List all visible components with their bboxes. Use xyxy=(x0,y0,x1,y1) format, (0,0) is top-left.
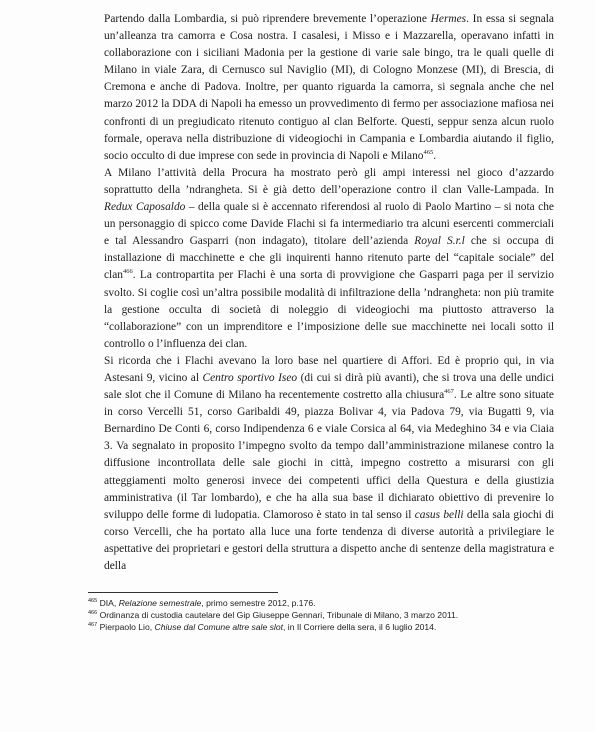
footnote-text: , in Il Corriere della sera, il 6 luglio 2014. xyxy=(283,622,437,633)
footnote-text: Pierpaolo Lio, xyxy=(97,622,155,633)
footnote-text: DIA, xyxy=(97,598,119,608)
paragraph-italic-text: Centro sportivo Iseo xyxy=(202,371,298,384)
footnote-reference: 467 xyxy=(88,622,98,629)
footnotes xyxy=(88,597,558,634)
paragraph-text: Partendo dalla Lombardia, si può riprendere brevemente l’operazione xyxy=(104,13,431,25)
paragraph xyxy=(104,165,554,353)
paragraph-text: Si ricorda che i Flachi avevano la loro base nel quartiere di Affori. Ed è proprio qui, in via Astesani 9, vicino al xyxy=(104,354,554,384)
paragraph-text: . In essa si segnala un’alleanza tra camorra e Cosa nostra. I casalesi, i Misso e i Mazzarella, operavano infatti in collaborazione con i siciliani Madonia per la gestione di varie sale bingo, tra le quali quelle di Milano in viale Zara, di Cernusco sul Naviglio (MI), di Cologno Monzese (MI), di Brescia, di Cremona e anche di Padova. Inoltre, per quanto riguarda la camorra, si segnala anche che nel marzo 2012 la DDA di Napoli ha emesso un provvedimento di fermo per associazione mafiosa nei confronti di un pregiudicato ritenuto contiguo al clan Belforte. Questi, seppur senza alcun ruolo formale, operava nella distribuzione di videogiochi in Campania e Lombardia aiutando il figlio, socio occulto di due imprese con sede in provincia di Napoli e Milano xyxy=(104,13,554,162)
footnote-reference: 465 xyxy=(88,598,98,605)
paragraph-text: . Le altre sono situate in corso Vercelli 51, corso Garibaldi 49, piazza Bolivar 4, via Padova 79, via Bugatti 9, via Bernardino De Conti 6, corso Indipendenza 6 e viale Corsica al 64, via Medeghino 34 e via Ciaia 3. Va segnalato in proposito l’impegno svolto da tempo dall’amministrazione milanese contro la diffusione incontrollata delle sale giochi in città, impegno costretto a misurarsi con gli atteggiamenti molto generosi invece dei competenti uffici della Questura e della giustizia amministrativa (il Tar lombardo), e che ha alla sua base il dichiarato obiettivo di prevenire lo sviluppo delle forme di ludopatia. Clamoroso è stato in tal senso il xyxy=(104,389,554,521)
paragraph-text: A Milano l’attività della Procura ha mostrato però gli ampi interessi nel gioco d’azzardo soprattutto della ’ndrangheta. Si è già detto dell’operazione contro il clan Valle-Lampada. In xyxy=(104,166,554,196)
footnote-reference: 466 xyxy=(122,268,133,276)
footnote xyxy=(88,609,558,621)
paragraph-text: – della quale si è accennato riferendosi al ruolo di Paolo Martino – si nota che un personaggio di spicco come Davide Flachi si fa intermediario tra alcuni esercenti commerciali e tal Alessandro Gasparri (non indagato), titolare dell’azienda xyxy=(104,201,554,248)
paragraph xyxy=(104,353,554,575)
footnote-italic-text: Relazione semestrale xyxy=(118,598,202,608)
body-text xyxy=(104,11,554,575)
footnote-italic-text: Chiuse dal Comune altre sale slot xyxy=(154,622,284,633)
paragraph-text: che si occupa di installazione di macchinette e che gli inquirenti hanno ritenuto parte del “capitale sociale” del clan xyxy=(104,235,554,282)
footnote-reference: 466 xyxy=(88,610,98,617)
paragraph-italic-text: casus belli xyxy=(414,508,464,521)
footnote xyxy=(88,621,558,633)
paragraph-italic-text: Redux Caposaldo xyxy=(104,201,186,214)
footnote-separator xyxy=(88,592,278,593)
paragraph-text: (di cui si dirà più avanti), che si trova una delle undici sale slot che il Comune di Milano ha recentemente costretto alla chiusura xyxy=(104,371,554,402)
footnote-reference: 467 xyxy=(444,388,454,396)
footnote-reference: 465 xyxy=(423,148,434,156)
footnote xyxy=(88,597,558,609)
paragraph xyxy=(104,11,554,165)
paragraph-italic-text: Hermes xyxy=(430,13,467,25)
footnote-text: Ordinanza di custodia cautelare del Gip Giuseppe Gennari, Tribunale di Milano, 3 marzo 2011. xyxy=(97,610,459,621)
footnote-text: , primo semestre 2012, p.176. xyxy=(201,598,316,608)
paragraph-text: . xyxy=(433,149,437,162)
paragraph-text: . La contropartita per Flachi è una sorta di provvigione che Gasparri paga per il servizio svolto. Si coglie così un’altra possibile modalità di infiltrazione della ’ndrangheta: non più tramite la gestione occulta di società di noleggio di videogiochi ma piuttosto attraverso la “collaborazione” con un imprenditore e l’imposizione delle sue macchinette nei locali sotto il controllo o l’influenza dei clan. xyxy=(104,269,554,350)
paragraph-italic-text: Royal S.r.l xyxy=(414,235,465,248)
paragraph-text: della sala giochi di corso Vercelli, che ha portato alla luce una forte tendenza di diverse autorità a privilegiare le aspettative dei proprietari e gestori della struttura a dispetto anche di sentenze della magistratura e della xyxy=(104,508,554,572)
